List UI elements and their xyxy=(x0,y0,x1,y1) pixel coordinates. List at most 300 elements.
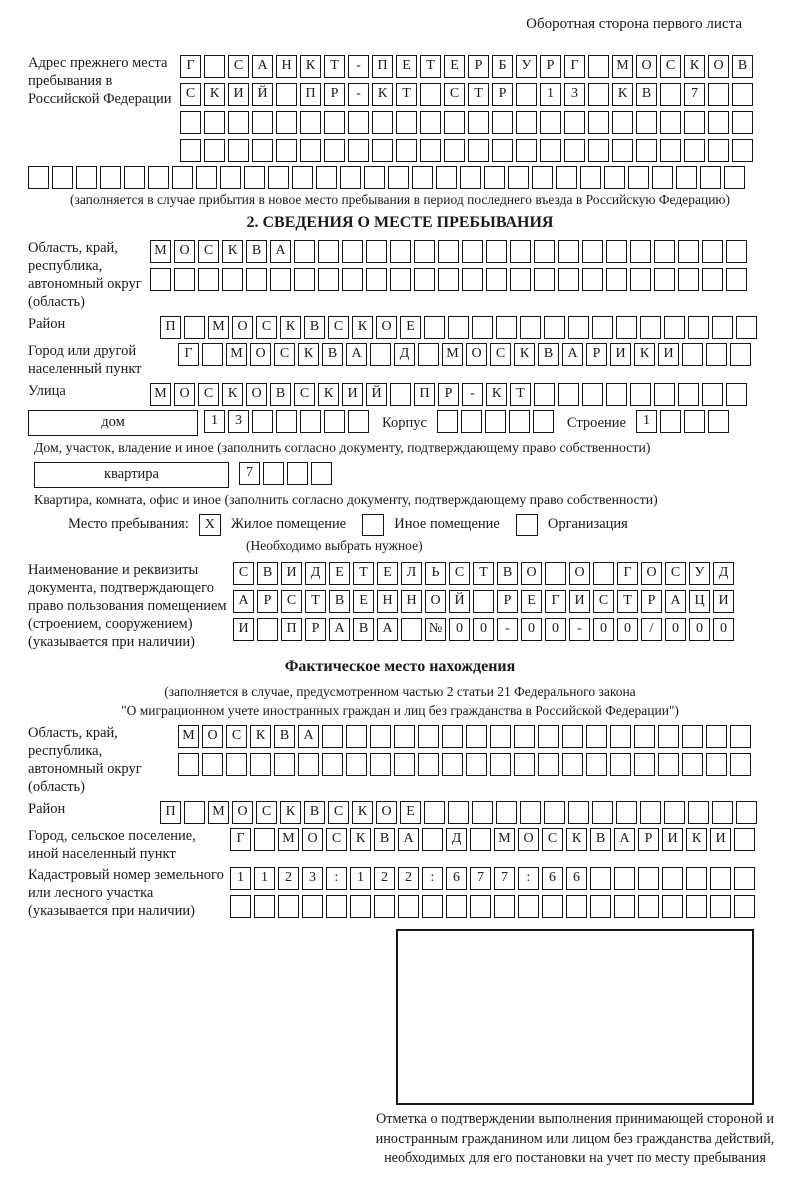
char-cell xyxy=(374,895,395,918)
char-cell xyxy=(252,410,273,433)
stroenie-label: Строение xyxy=(566,414,626,431)
char-cell xyxy=(298,753,319,776)
char-cell xyxy=(254,828,275,851)
char-cell xyxy=(178,753,199,776)
char-cell xyxy=(442,753,463,776)
char-cell: : xyxy=(326,867,347,890)
char-cell xyxy=(494,895,515,918)
char-cell: П xyxy=(281,618,302,641)
char-cell: - xyxy=(462,383,483,406)
char-cell xyxy=(276,410,297,433)
char-cell xyxy=(736,316,757,339)
char-cell xyxy=(558,268,579,291)
char-cell xyxy=(370,343,391,366)
char-cell: У xyxy=(516,55,537,78)
char-cell xyxy=(544,316,565,339)
char-cell: А xyxy=(562,343,583,366)
char-cell xyxy=(268,166,289,189)
char-cell: О xyxy=(250,343,271,366)
char-cell: С xyxy=(281,590,302,613)
char-cell xyxy=(276,111,297,134)
char-cell: Е xyxy=(444,55,465,78)
char-cell xyxy=(287,462,308,485)
char-cell: - xyxy=(348,55,369,78)
char-cell xyxy=(448,316,469,339)
char-cell: С xyxy=(198,383,219,406)
checkbox-organizaciya xyxy=(516,514,538,536)
char-cell xyxy=(180,139,201,162)
char-cell: Р xyxy=(468,55,489,78)
char-cell: И xyxy=(662,828,683,851)
char-cell: Р xyxy=(438,383,459,406)
char-cell xyxy=(274,753,295,776)
char-cell: Р xyxy=(497,590,518,613)
char-cell xyxy=(732,139,753,162)
char-cell xyxy=(390,240,411,263)
char-cell: К xyxy=(280,316,301,339)
char-cell: А xyxy=(329,618,350,641)
char-cell xyxy=(590,867,611,890)
char-cell: О xyxy=(636,55,657,78)
char-cell: - xyxy=(569,618,590,641)
char-cell xyxy=(490,753,511,776)
char-cell xyxy=(448,801,469,824)
char-cell: 6 xyxy=(566,867,587,890)
char-cell: С xyxy=(226,725,247,748)
char-cell: С xyxy=(180,83,201,106)
char-cell: 1 xyxy=(350,867,371,890)
char-cell xyxy=(184,801,205,824)
char-cell xyxy=(510,268,531,291)
document-grid xyxy=(233,562,737,641)
char-cell xyxy=(708,83,729,106)
char-cell: Р xyxy=(540,55,561,78)
document-cells-2 xyxy=(233,590,737,613)
char-cell xyxy=(558,383,579,406)
char-cell xyxy=(710,867,731,890)
char-cell xyxy=(732,111,753,134)
char-cell xyxy=(508,166,529,189)
char-cell: К xyxy=(486,383,507,406)
char-cell: Р xyxy=(638,828,659,851)
char-cell: Ь xyxy=(425,562,446,585)
char-cell: Р xyxy=(492,83,513,106)
char-cell xyxy=(366,268,387,291)
char-cell: В xyxy=(257,562,278,585)
char-cell: В xyxy=(538,343,559,366)
char-cell: А xyxy=(346,343,367,366)
char-cell: К xyxy=(250,725,271,748)
char-cell xyxy=(485,410,506,433)
char-cell xyxy=(636,111,657,134)
char-cell xyxy=(346,753,367,776)
char-cell xyxy=(401,618,422,641)
char-cell: М xyxy=(278,828,299,851)
char-cell xyxy=(734,895,755,918)
char-cell xyxy=(634,725,655,748)
char-cell: 7 xyxy=(494,867,515,890)
char-cell xyxy=(226,753,247,776)
char-cell xyxy=(324,139,345,162)
char-cell xyxy=(424,801,445,824)
char-cell xyxy=(676,166,697,189)
char-cell: С xyxy=(593,590,614,613)
char-cell xyxy=(394,753,415,776)
char-cell xyxy=(712,316,733,339)
house-caption: Дом, участок, владение и иное (заполнить согласно документу, подтверждающему право собственности) xyxy=(34,439,651,455)
char-cell xyxy=(472,801,493,824)
char-cell xyxy=(446,895,467,918)
char-cell: А xyxy=(252,55,273,78)
char-cell xyxy=(326,895,347,918)
char-cell xyxy=(276,83,297,106)
char-cell xyxy=(532,166,553,189)
char-cell: К xyxy=(634,343,655,366)
char-cell xyxy=(606,240,627,263)
char-cell: С xyxy=(294,383,315,406)
char-cell: Е xyxy=(329,562,350,585)
char-cell: 0 xyxy=(545,618,566,641)
document-cells-1 xyxy=(233,562,737,585)
char-cell: О xyxy=(521,562,542,585)
char-cell xyxy=(724,166,745,189)
char-cell xyxy=(396,111,417,134)
char-cell: Е xyxy=(400,316,421,339)
char-cell: К xyxy=(222,240,243,263)
char-cell xyxy=(516,111,537,134)
char-cell: О xyxy=(174,383,195,406)
char-cell: 2 xyxy=(278,867,299,890)
char-cell xyxy=(544,801,565,824)
char-cell: 6 xyxy=(542,867,563,890)
char-cell: В xyxy=(270,383,291,406)
section2-title: 2. СВЕДЕНИЯ О МЕСТЕ ПРЕБЫВАНИЯ xyxy=(246,214,554,231)
char-cell xyxy=(664,801,685,824)
char-cell: В xyxy=(322,343,343,366)
char-cell xyxy=(514,725,535,748)
char-cell: Е xyxy=(400,801,421,824)
char-cell xyxy=(184,316,205,339)
char-cell: А xyxy=(398,828,419,851)
char-cell: В xyxy=(732,55,753,78)
street-label: Улица xyxy=(28,382,66,399)
stay-type-note: (Необходимо выбрать нужное) xyxy=(246,537,423,553)
char-cell: В xyxy=(304,801,325,824)
char-cell xyxy=(422,895,443,918)
char-cell: В xyxy=(497,562,518,585)
char-cell xyxy=(688,801,709,824)
char-cell: К xyxy=(222,383,243,406)
city-cells xyxy=(178,343,754,366)
char-cell xyxy=(616,316,637,339)
char-cell xyxy=(394,725,415,748)
char-cell xyxy=(702,268,723,291)
char-cell: С xyxy=(198,240,219,263)
char-cell xyxy=(318,240,339,263)
char-cell xyxy=(437,410,458,433)
city-label: Город или другой населенный пункт xyxy=(28,342,142,377)
char-cell: М xyxy=(494,828,515,851)
char-cell xyxy=(588,111,609,134)
char-cell xyxy=(348,410,369,433)
char-cell: Р xyxy=(305,618,326,641)
char-cell: В xyxy=(636,83,657,106)
char-cell xyxy=(564,139,585,162)
char-cell: О xyxy=(202,725,223,748)
char-cell: П xyxy=(372,55,393,78)
char-cell: С xyxy=(490,343,511,366)
char-cell xyxy=(340,166,361,189)
char-cell: 0 xyxy=(521,618,542,641)
char-cell xyxy=(678,240,699,263)
char-cell xyxy=(372,111,393,134)
char-cell: Р xyxy=(257,590,278,613)
char-cell xyxy=(612,111,633,134)
char-cell xyxy=(734,867,755,890)
char-cell: : xyxy=(518,867,539,890)
char-cell: У xyxy=(689,562,710,585)
stroenie-cells xyxy=(636,410,732,433)
char-cell xyxy=(263,462,284,485)
char-cell xyxy=(636,139,657,162)
char-cell: О xyxy=(708,55,729,78)
char-cell xyxy=(324,410,345,433)
char-cell xyxy=(734,828,755,851)
char-cell xyxy=(614,895,635,918)
page-header: Оборотная сторона первого листа xyxy=(526,16,742,32)
char-cell xyxy=(250,753,271,776)
char-cell: В xyxy=(246,240,267,263)
char-cell xyxy=(516,139,537,162)
char-cell: В xyxy=(304,316,325,339)
char-cell xyxy=(726,240,747,263)
char-cell: 0 xyxy=(713,618,734,641)
char-cell: 0 xyxy=(449,618,470,641)
document-row xyxy=(28,562,772,652)
char-cell: Н xyxy=(276,55,297,78)
char-cell xyxy=(76,166,97,189)
char-cell: С xyxy=(228,55,249,78)
char-cell xyxy=(588,83,609,106)
char-cell: Р xyxy=(324,83,345,106)
char-cell: 0 xyxy=(665,618,686,641)
char-cell xyxy=(654,383,675,406)
char-cell xyxy=(276,139,297,162)
char-cell xyxy=(658,753,679,776)
char-cell: Г xyxy=(545,590,566,613)
char-cell xyxy=(702,383,723,406)
char-cell xyxy=(726,268,747,291)
apartment-cells xyxy=(239,462,335,485)
char-cell xyxy=(196,166,217,189)
char-cell xyxy=(542,895,563,918)
char-cell xyxy=(568,316,589,339)
char-cell xyxy=(348,111,369,134)
actual-oblast-cells-1 xyxy=(178,725,754,748)
char-cell: Г xyxy=(230,828,251,851)
char-cell xyxy=(662,867,683,890)
char-cell: К xyxy=(318,383,339,406)
char-cell: А xyxy=(614,828,635,851)
house-box-label: дом xyxy=(28,410,198,436)
char-cell xyxy=(516,83,537,106)
char-cell xyxy=(420,111,441,134)
char-cell: Т xyxy=(396,83,417,106)
prev-address-row xyxy=(28,55,772,162)
char-cell: О xyxy=(232,801,253,824)
char-cell: П xyxy=(414,383,435,406)
apartment-caption: Квартира, комната, офис и иное (заполнить согласно документу, подтверждающему право собственности) xyxy=(34,491,658,507)
char-cell xyxy=(540,111,561,134)
char-cell xyxy=(630,383,651,406)
char-cell xyxy=(150,268,171,291)
char-cell xyxy=(470,828,491,851)
char-cell: И xyxy=(281,562,302,585)
char-cell: 1 xyxy=(230,867,251,890)
char-cell: Т xyxy=(324,55,345,78)
char-cell xyxy=(252,111,273,134)
char-cell xyxy=(198,268,219,291)
char-cell: О xyxy=(376,801,397,824)
korpus-cells xyxy=(437,410,557,433)
char-cell xyxy=(486,268,507,291)
actual-oblast-label: Область, край, республика, автономный округ (область) xyxy=(28,724,142,795)
char-cell xyxy=(470,895,491,918)
cadastre-cells-1 xyxy=(230,867,758,890)
char-cell: А xyxy=(270,240,291,263)
char-cell: № xyxy=(425,618,446,641)
actual-city-row xyxy=(28,828,772,864)
char-cell xyxy=(244,166,265,189)
char-cell xyxy=(592,316,613,339)
cadastre-grid xyxy=(230,867,758,918)
char-cell xyxy=(660,83,681,106)
char-cell: К xyxy=(684,55,705,78)
char-cell xyxy=(486,240,507,263)
char-cell: И xyxy=(569,590,590,613)
char-cell xyxy=(472,316,493,339)
char-cell xyxy=(686,895,707,918)
prev-address-caption: (заполняется в случае прибытия в новое место пребывания в период последнего въезда в Российскую Федерацию) xyxy=(69,192,731,207)
char-cell xyxy=(324,111,345,134)
char-cell xyxy=(580,166,601,189)
option-organizaciya-label: Организация xyxy=(547,516,628,533)
char-cell xyxy=(654,240,675,263)
char-cell: К xyxy=(280,801,301,824)
prev-address-cells-2 xyxy=(180,83,756,106)
char-cell xyxy=(640,801,661,824)
char-cell xyxy=(302,895,323,918)
char-cell xyxy=(586,753,607,776)
char-cell: И xyxy=(228,83,249,106)
char-cell xyxy=(342,240,363,263)
char-cell xyxy=(610,725,631,748)
char-cell xyxy=(370,725,391,748)
char-cell: О xyxy=(246,383,267,406)
char-cell xyxy=(534,240,555,263)
char-cell xyxy=(496,316,517,339)
char-cell: О xyxy=(302,828,323,851)
char-cell: 3 xyxy=(302,867,323,890)
char-cell xyxy=(278,895,299,918)
char-cell: Т xyxy=(420,55,441,78)
char-cell xyxy=(311,462,332,485)
char-cell: К xyxy=(612,83,633,106)
char-cell xyxy=(270,268,291,291)
char-cell xyxy=(294,268,315,291)
char-cell xyxy=(593,562,614,585)
street-cells xyxy=(150,383,750,406)
char-cell: Л xyxy=(401,562,422,585)
char-cell: С xyxy=(444,83,465,106)
char-cell xyxy=(684,410,705,433)
char-cell xyxy=(466,725,487,748)
char-cell xyxy=(682,725,703,748)
char-cell xyxy=(300,410,321,433)
char-cell: Й xyxy=(366,383,387,406)
char-cell: С xyxy=(449,562,470,585)
char-cell: М xyxy=(150,383,171,406)
stay-type-label: Место пребывания: xyxy=(68,516,189,533)
char-cell xyxy=(322,753,343,776)
char-cell: Б xyxy=(492,55,513,78)
char-cell: Е xyxy=(521,590,542,613)
char-cell xyxy=(246,268,267,291)
char-cell xyxy=(228,111,249,134)
char-cell: 3 xyxy=(564,83,585,106)
char-cell: 1 xyxy=(636,410,657,433)
korpus-label: Корпус xyxy=(382,414,427,431)
char-cell xyxy=(660,139,681,162)
char-cell xyxy=(590,895,611,918)
char-cell xyxy=(420,139,441,162)
char-cell xyxy=(390,383,411,406)
char-cell xyxy=(606,383,627,406)
char-cell: К xyxy=(204,83,225,106)
char-cell: Р xyxy=(641,590,662,613)
char-cell xyxy=(124,166,145,189)
char-cell: Й xyxy=(252,83,273,106)
char-cell xyxy=(706,725,727,748)
char-cell: И xyxy=(710,828,731,851)
char-cell: О xyxy=(232,316,253,339)
char-cell xyxy=(294,240,315,263)
char-cell: П xyxy=(300,83,321,106)
char-cell xyxy=(538,753,559,776)
char-cell: О xyxy=(518,828,539,851)
char-cell: Т xyxy=(617,590,638,613)
char-cell xyxy=(496,801,517,824)
char-cell xyxy=(436,166,457,189)
char-cell xyxy=(616,801,637,824)
char-cell xyxy=(664,316,685,339)
char-cell xyxy=(582,240,603,263)
char-cell: С xyxy=(233,562,254,585)
char-cell xyxy=(712,801,733,824)
char-cell xyxy=(174,268,195,291)
char-cell: О xyxy=(425,590,446,613)
char-cell xyxy=(492,111,513,134)
char-cell: А xyxy=(665,590,686,613)
char-cell xyxy=(614,867,635,890)
char-cell xyxy=(660,410,681,433)
rayon-label: Район xyxy=(28,315,66,332)
char-cell xyxy=(604,166,625,189)
char-cell xyxy=(678,268,699,291)
char-cell xyxy=(348,139,369,162)
char-cell xyxy=(736,801,757,824)
char-cell xyxy=(460,166,481,189)
